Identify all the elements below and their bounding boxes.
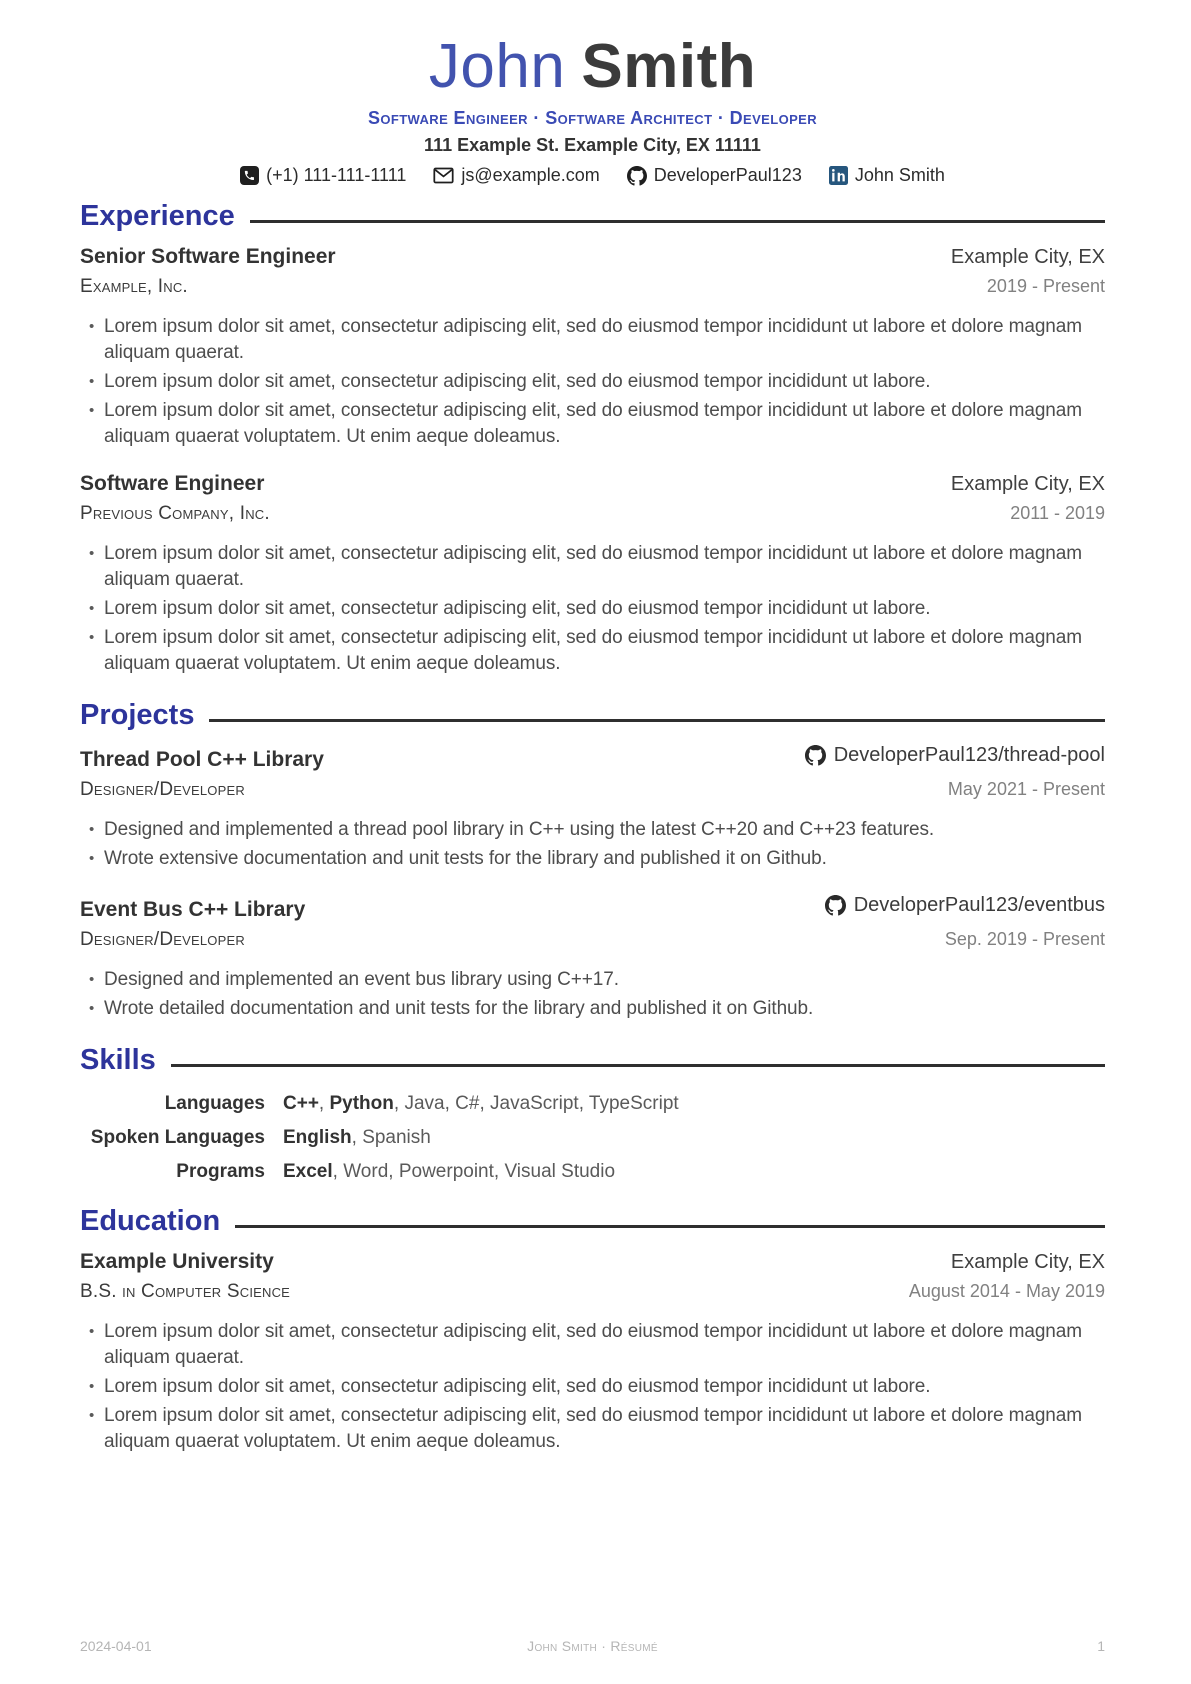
bullet-item: • Wrote extensive documentation and unit tests for the library and published it on Github. xyxy=(104,846,1105,872)
section-education xyxy=(80,1207,1105,1455)
entry-header xyxy=(80,894,1105,922)
section-rule xyxy=(250,220,1105,223)
bullet-item: • Lorem ipsum dolor sit amet, consectetur adipiscing elit, sed do eiusmod tempor incididunt ut labore. xyxy=(104,1374,1105,1400)
github-profile-link[interactable] xyxy=(627,165,802,186)
footer-date: 2024-04-01 xyxy=(80,1638,152,1654)
github-repo-link[interactable] xyxy=(825,894,1105,917)
section-heading-skills xyxy=(80,1046,1105,1075)
page-footer xyxy=(80,1638,1105,1654)
entry-header xyxy=(80,744,1105,772)
separator: , xyxy=(393,1093,405,1115)
job-title: Software Engineer xyxy=(80,472,265,496)
footer-page-number: 1 xyxy=(1097,1638,1105,1654)
project-entry xyxy=(80,894,1105,1022)
bullet-item: • Wrote detailed documentation and unit tests for the library and published it on Github. xyxy=(104,996,1105,1022)
project-name: Event Bus C++ Library xyxy=(80,898,306,922)
skill-category-label: Spoken Languages xyxy=(90,1127,265,1149)
job-dates: 2011 - 2019 xyxy=(1010,503,1105,524)
section-rule xyxy=(235,1225,1105,1228)
education-dates: August 2014 - May 2019 xyxy=(908,1281,1105,1302)
github-repo-link[interactable] xyxy=(805,744,1105,767)
bullet-list xyxy=(80,314,1105,450)
skill-row xyxy=(80,1093,1105,1115)
skill-values xyxy=(283,1127,431,1149)
resume-header xyxy=(80,34,1105,186)
skill-row xyxy=(80,1161,1105,1183)
phone-number: (+1) 111-111-1111 xyxy=(266,165,407,186)
bullet-item: • Lorem ipsum dolor sit amet, consectetur adipiscing elit, sed do eiusmod tempor incididunt ut labore. xyxy=(104,596,1105,622)
section-rule xyxy=(171,1064,1105,1067)
linkedin-icon xyxy=(829,166,848,185)
tagline-item: Software Architect xyxy=(545,108,713,129)
section-experience xyxy=(80,202,1105,677)
tagline-item: Developer xyxy=(729,108,818,129)
github-icon xyxy=(805,745,826,766)
linkedin-profile-link[interactable] xyxy=(829,165,945,186)
bullet-item: • Lorem ipsum dolor sit amet, consectetur adipiscing elit, sed do eiusmod tempor incididunt ut labore et dolore magnam aliquam quaerat voluptatem. Ut enim aeque doleamus. xyxy=(104,1403,1105,1455)
bullet-item: • Designed and implemented an event bus library using C++17. xyxy=(104,967,1105,993)
project-dates: Sep. 2019 - Present xyxy=(944,929,1105,950)
entry-subheader xyxy=(80,1281,1105,1303)
skill-item: C# xyxy=(455,1093,480,1115)
bullet-list xyxy=(80,541,1105,677)
skill-item: Java xyxy=(404,1093,445,1115)
job-location: Example City, EX xyxy=(950,246,1105,269)
repo-path: DeveloperPaul123/thread-pool xyxy=(833,744,1105,767)
bullet-item: • Lorem ipsum dolor sit amet, consectetur adipiscing elit, sed do eiusmod tempor incididunt ut labore et dolore magnam aliquam quaerat. xyxy=(104,314,1105,366)
degree-name: B.S. in Computer Science xyxy=(80,1281,291,1303)
project-dates: May 2021 - Present xyxy=(947,779,1105,800)
bullet-item: • Designed and implemented a thread pool library in C++ using the latest C++20 and C++23 features. xyxy=(104,817,1105,843)
project-name: Thread Pool C++ Library xyxy=(80,748,324,772)
section-title: Experience xyxy=(80,200,235,233)
entry-subheader xyxy=(80,929,1105,951)
skill-values xyxy=(283,1093,679,1115)
skill-values xyxy=(283,1161,615,1183)
last-name: Smith xyxy=(581,32,757,101)
skill-category-label: Programs xyxy=(176,1161,265,1183)
project-entry xyxy=(80,744,1105,872)
section-projects xyxy=(80,701,1105,1022)
entry-subheader xyxy=(80,503,1105,525)
bullet-item: • Lorem ipsum dolor sit amet, consectetur adipiscing elit, sed do eiusmod tempor incididunt ut labore. xyxy=(104,369,1105,395)
entry-header xyxy=(80,472,1105,496)
skill-item: TypeScript xyxy=(588,1093,679,1115)
page-title xyxy=(80,34,1105,99)
phone-icon xyxy=(240,166,259,185)
bullet-item: • Lorem ipsum dolor sit amet, consectetur adipiscing elit, sed do eiusmod tempor incididunt ut labore et dolore magnam aliquam quaerat voluptatem. Ut enim aeque doleamus. xyxy=(104,625,1105,677)
separator: , xyxy=(388,1161,399,1183)
address-line: 111 Example St. Example City, EX 11111 xyxy=(424,135,761,156)
repo-path: DeveloperPaul123/eventbus xyxy=(853,894,1105,917)
skill-item: Visual Studio xyxy=(504,1161,616,1183)
separator: , xyxy=(351,1127,363,1149)
education-entry xyxy=(80,1250,1105,1455)
separator: , xyxy=(479,1093,490,1115)
skill-item: Spanish xyxy=(362,1127,431,1149)
github-icon xyxy=(627,166,647,186)
bullet-item: • Lorem ipsum dolor sit amet, consectetur adipiscing elit, sed do eiusmod tempor incididunt ut labore et dolore magnam aliquam quaerat. xyxy=(104,541,1105,593)
skill-item: Word xyxy=(343,1161,389,1183)
project-role: Designer/Developer xyxy=(80,929,245,951)
email-icon xyxy=(433,167,454,184)
skill-item: English xyxy=(283,1127,352,1149)
section-title: Projects xyxy=(80,699,195,732)
skills-table xyxy=(80,1093,1105,1183)
tagline-item: Software Engineer xyxy=(367,108,528,129)
experience-entry xyxy=(80,472,1105,677)
job-dates: 2019 - Present xyxy=(986,276,1105,297)
github-icon xyxy=(825,895,846,916)
bullet-list xyxy=(80,1319,1105,1455)
separator: , xyxy=(332,1161,344,1183)
github-username: DeveloperPaul123 xyxy=(653,165,802,186)
skill-item: JavaScript xyxy=(490,1093,579,1115)
bullet-list xyxy=(80,817,1105,872)
school-location: Example City, EX xyxy=(950,1251,1105,1274)
section-skills xyxy=(80,1046,1105,1183)
linkedin-name: John Smith xyxy=(854,165,945,186)
bullet-list xyxy=(80,967,1105,1022)
first-name: John xyxy=(428,32,566,101)
skill-item: Python xyxy=(329,1093,394,1115)
section-title: Education xyxy=(80,1205,221,1238)
separator: · xyxy=(712,108,730,129)
job-location: Example City, EX xyxy=(950,473,1105,496)
company-name: Example, Inc. xyxy=(80,276,188,298)
separator: , xyxy=(318,1093,330,1115)
company-name: Previous Company, Inc. xyxy=(80,503,270,525)
phone-link[interactable] xyxy=(240,165,406,186)
entry-header xyxy=(80,1250,1105,1274)
email-address: js@example.com xyxy=(461,165,600,186)
bullet-item: • Lorem ipsum dolor sit amet, consectetur adipiscing elit, sed do eiusmod tempor incididunt ut labore et dolore magnam aliquam quaerat voluptatem. Ut enim aeque doleamus. xyxy=(104,398,1105,450)
separator: , xyxy=(578,1093,589,1115)
contact-row xyxy=(80,165,1105,186)
skill-category-label: Languages xyxy=(164,1093,265,1115)
footer-document-title: John Smith · Résumé xyxy=(527,1638,658,1654)
skill-item: Excel xyxy=(283,1161,333,1183)
section-heading-education xyxy=(80,1207,1105,1236)
school-name: Example University xyxy=(80,1250,274,1274)
section-heading-experience xyxy=(80,202,1105,231)
entry-subheader xyxy=(80,276,1105,298)
skill-item: C++ xyxy=(283,1093,319,1115)
experience-entry xyxy=(80,245,1105,450)
section-title: Skills xyxy=(80,1044,156,1077)
skill-row xyxy=(80,1127,1105,1149)
job-title: Senior Software Engineer xyxy=(80,245,336,269)
separator: , xyxy=(493,1161,505,1183)
bullet-item: • Lorem ipsum dolor sit amet, consectetur adipiscing elit, sed do eiusmod tempor incididunt ut labore et dolore magnam aliquam quaerat. xyxy=(104,1319,1105,1371)
project-role: Designer/Developer xyxy=(80,779,245,801)
separator: · xyxy=(527,108,546,129)
email-link[interactable] xyxy=(433,165,599,186)
separator: , xyxy=(444,1093,456,1115)
section-rule xyxy=(209,719,1105,722)
skill-item: Powerpoint xyxy=(398,1161,494,1183)
tagline xyxy=(80,108,1105,129)
section-heading-projects xyxy=(80,701,1105,730)
entry-subheader xyxy=(80,779,1105,801)
entry-header xyxy=(80,245,1105,269)
